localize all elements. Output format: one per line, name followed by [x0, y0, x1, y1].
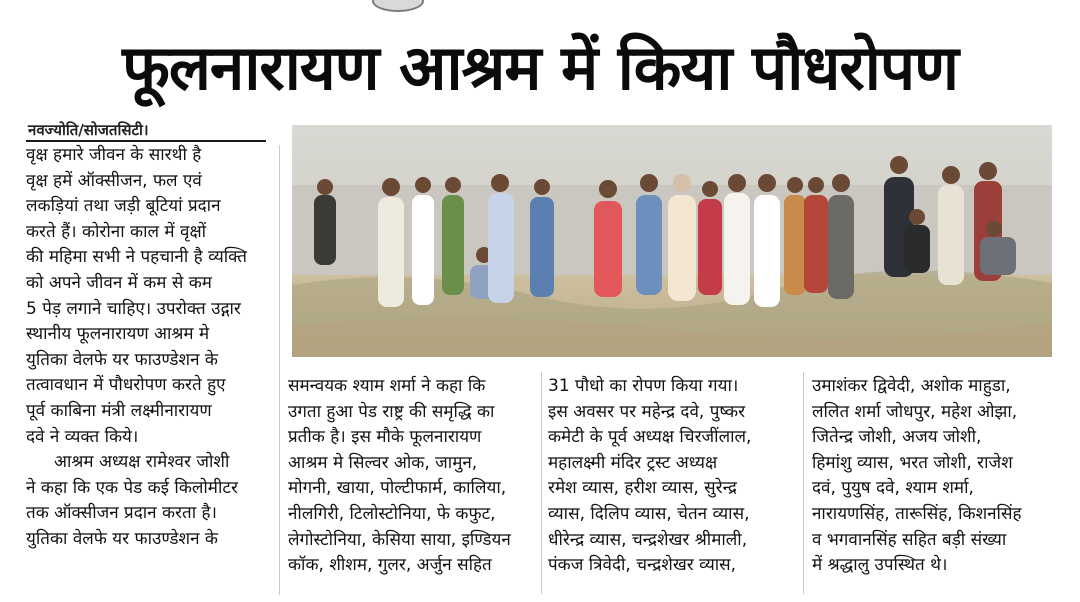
- text-line: व्यास, दिलिप व्यास, चेतन व्यास,: [548, 503, 750, 524]
- text-line: प्रतीक है। इस मौके फूलनारायण: [288, 427, 482, 448]
- text-line: कॉक, शीशम, गुलर, अर्जुन सहित: [288, 555, 492, 576]
- text-line: पूर्व काबिना मंत्री लक्ष्मीनारायण: [26, 400, 212, 421]
- article-column-3: [548, 374, 798, 579]
- text-line: उगता हुआ पेड राष्ट्र की समृद्धि का: [288, 401, 495, 422]
- text-line: आश्रम अध्यक्ष रामेश्वर जोशी: [54, 452, 230, 473]
- text-line: 5 पेड़ लगाने चाहिए। उपरोक्त उद्गार: [26, 298, 241, 319]
- headline: फूलनारायण आश्रम में किया पौधरोपण: [122, 31, 958, 104]
- text-line: करते हैं। कोरोना काल में वृक्षों: [26, 221, 207, 242]
- column-divider: [541, 372, 542, 594]
- text-line: तक ऑक्सीजन प्रदान करता है।: [26, 503, 217, 524]
- group-photo-image: [292, 125, 1052, 357]
- column-divider: [803, 372, 804, 594]
- text-line: महालक्ष्मी मंदिर ट्रस्ट अध्यक्ष: [548, 452, 718, 473]
- text-line: में श्रद्धालु उपस्थित थे।: [812, 555, 948, 576]
- text-line: नारायणसिंह, तारूसिंह, किशनसिंह: [812, 503, 1022, 524]
- text-line: आश्रम मे सिल्वर ओक, जामुन,: [288, 452, 478, 473]
- article-column-1: [26, 143, 270, 553]
- text-line: स्थानीय फूलनारायण आश्रम मे: [26, 324, 210, 345]
- text-line: ललित शर्मा जोधपुर, महेश ओझा,: [812, 401, 1018, 422]
- text-line: 31 पौधो का रोपण किया गया।: [548, 376, 739, 396]
- text-line: तत्वावधान में पौधरोपण करते हुए: [26, 375, 226, 396]
- text-line: लेगोस्टोनिया, केसिया साया, इण्डियन: [288, 529, 511, 550]
- byline: नवज्योति/सोजतसिटी।: [28, 121, 149, 139]
- text-line: दवे ने व्यक्त किये।: [26, 426, 139, 447]
- text-line: इस अवसर पर महेन्द्र दवे, पुष्कर: [548, 401, 746, 422]
- text-line: धीरेन्द्र व्यास, चन्द्रशेखर श्रीमाली,: [548, 529, 748, 550]
- text-line: वृक्ष हमारे जीवन के सारथी है: [26, 145, 202, 165]
- text-line: वृक्ष हमें ऑक्सीजन, फल एवं: [26, 170, 202, 191]
- text-line: को अपने जीवन में कम से कम: [26, 272, 212, 293]
- text-line: रमेश व्यास, हरीश व्यास, सुरेन्द्र: [548, 478, 737, 499]
- text-line: युतिका वेलफे यर फाउण्डेशन के: [26, 528, 218, 549]
- byline-rule: [26, 140, 266, 142]
- text-line: पंकज त्रिवेदी, चन्द्रशेखर व्यास,: [548, 555, 737, 576]
- text-line: हिमांशु व्यास, भरत जोशी, राजेश: [812, 452, 1013, 473]
- text-line: समन्वयक श्याम शर्मा ने कहा कि: [288, 376, 486, 396]
- text-line: कमेटी के पूर्व अध्यक्ष चिरजींलाल,: [548, 427, 752, 448]
- text-line: व भगवानसिंह सहित बड़ी संख्या: [812, 529, 1007, 550]
- text-line: ने कहा कि एक पेड कई किलोमीटर: [26, 477, 238, 498]
- column-divider: [279, 145, 280, 595]
- text-line: उमाशंकर द्विवेदी, अशोक माहुडा,: [812, 376, 1011, 396]
- text-line: लकड़ियां तथा जड़ी बूटियां प्रदान: [26, 196, 221, 217]
- text-line: युतिका वेलफे यर फाउण्डेशन के: [26, 349, 218, 370]
- article-column-2: [288, 374, 536, 579]
- text-line: दवं, पुयुष दवे, श्याम शर्मा,: [812, 478, 974, 499]
- text-line: मोगनी, खाया, पोल्टीफार्म, कालिया,: [288, 478, 507, 499]
- masthead-emblem: [372, 0, 424, 12]
- text-line: नीलगिरी, टिलोस्टोनिया, फे कफुट,: [288, 503, 496, 524]
- article-column-4: [812, 374, 1058, 579]
- text-line: की महिमा सभी ने पहचानी है व्यक्ति: [26, 247, 247, 268]
- news-photo: [292, 125, 1052, 357]
- text-line: जितेन्द्र जोशी, अजय जोशी,: [812, 427, 982, 448]
